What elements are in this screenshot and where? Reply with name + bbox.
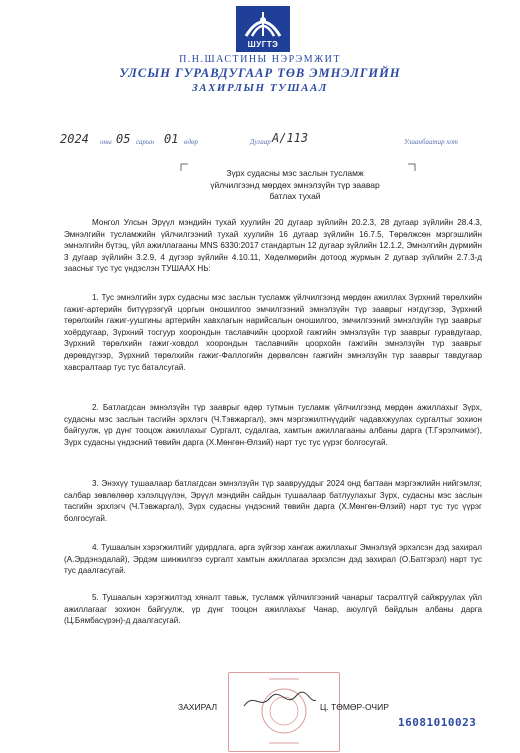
hospital-name: УЛСЫН ГУРАВДУГААР ТӨВ ЭМНЭЛГИЙН [119,66,401,80]
order-item-4: 4. Тушаалын хэрэгжилтийг удирдлага, арга зүйгээр хангаж ажиллахыг Эмнэлзүй эрхэлсэн дэд захирал (А.Эрдэнэдалай), Эрдэм шинжилгээ сургалт хамтын ажиллагаа эрхэлсэн дэд захирал (О.Батгэрэл) нарт тус тус даалгасугай. [64,543,482,576]
order-number: А/113 [272,131,309,145]
signatory-name: Ц. ТӨМӨР-ОЧИР [320,702,389,712]
order-item-3: 3. Энэхүү тушаалаар батлагдсан эмнэлзүйн түр зааврууддыг 2024 онд багтаан мэргэжлийн нийгэмлэг, салбар зөвлөлөөр хэлэлцүүлэн, Эрүүл мэндийн сайдын тушаалаар батлуулахыг Зүрх, судасны мэс заслын тасгийн эрхлэгч (Ч.Тэвжаргал), Зүрх судасны үндэсний төвийн дарга (Х.Мөнгөн-Өлзий) нарт тус тус үүрэг болгосугай. [64,479,482,523]
subject-line: үйлчилгээнд мөрдөх эмнэлзүйн түр заавар [210,179,380,190]
date-month-suffix: сарын [136,138,155,146]
subject-line: батлах тухай [269,191,321,201]
order-item-5: 5. Тушаалын хэрэгжилтэд хяналт тавьж, тусламж үйлчилгээний чанарыг тасралтгүй сайжруулах үйл ажиллагааг зохион байгуулж, үр дүнг тооцон ажиллахыг Чанар, аюулгүй байдлын албаны дарга (Ц.Бямбасүрэн)-д даалгасугай. [64,593,482,626]
date-year: 2024 [60,132,89,146]
preamble: Монгол Улсын Эрүүл мэндийн тухай хуулийн 20 дугаар зүйлийн 20.2.3, 28 дугаар зүйлийн 28.4.3, Эмнэлгийн тусламжийн үйлчилгээний тухай хуулийн 16 дугаар зүйлийн 16.7.5, Төрөлжсөн мэргэшлийн эмнэлгийн бүтэц, үйл ажиллагааны MNS 6330:2017 стандартын 12 дугаар зүйлийн 12.1.2, Эмнэлгийн дүрмийн 3 дугаар зүйлийн 3.2.9, 4 дүгээр зүйлийн 4.10.11, Хөдөлмөрийн дотоод журмын 2 дугаар зүйлийн 2.7.3-д заасныг тус тус үндэслэн ТУШААХ НЬ: [64,218,482,274]
stamp-emblem-icon [229,673,339,751]
logo-text: ШУГТЭ [247,40,279,49]
date-day: 01 [164,132,179,146]
handwritten-signature [240,690,320,712]
number-label: Дугаар [250,138,271,146]
city: Улаанбаатар хот [404,138,458,146]
order-item-1: 1. Тус эмнэлгийн зүрх судасны мэс заслын тусламж үйлчилгээнд мөрдөн ажиллах Зүрхний төрөлхийн гажиг-артерийн битүүрээгүй цоргын оношилгоо эмчилгээний эмнэлзүйн түр зааврыг нэгдүгээр, Зүрхний төрөлхийн гажиг-уушгины артерийн хавхлагын нарийсалын оношилгоо, эмчилгээний эмнэлзүйн түр зааврыг хоёрдугаар, Зүрхний тосгуур хоорондын таславчийн цоорхой гажгийн эмнэлзүйн түр зааврыг гуравдугаар, Зүрхний төрөлхийн гажиг-ховдол хоорондын таславчийн цоорхойн гажгийн эмнэлзүйн түр зааврыг дөрөвдүгээр, Зүрхний төрөлхийн гажиг-Фаллогийн дөрвөлсөн гажгийн эмнэлзүйн түр зааврыг тавдугаар хавсралтаар тус тус баталсугай. [64,293,482,372]
date-year-suffix: оны [100,138,112,146]
order-item-2: 2. Батлагдсан эмнэлзүйн түр зааврыг өдөр тутмын тусламж үйлчилгээнд мөрдөн ажиллахыг Зүрх, судасны мэс заслын тасгийн эрхлэгч (Ч.Тэвжаргал), эмч мэргэжилтнүүдийг чадавхжуулах сургалтыг зохион байгуулж, үр дүнг тооцож ажиллахыг Сургалт, судалгаа, хамтын ажиллагааны албаны дарга (Т.Гэрэлчимэг), Зүрх судасны үндэсний төвийн дарга (Х.Мөнгөн-Өлзий) нарт тус тус үүрэг болгосугай. [64,403,482,447]
date-day-suffix: өдөр [184,138,199,146]
subject [180,168,410,203]
signatory-title: ЗАХИРАЛ [178,702,218,712]
official-stamp [228,672,340,752]
hospital-logo [236,6,290,52]
org-name: П.Н.ШАСТИНЫ НЭРЭМЖИТ [179,54,341,65]
date-month: 05 [116,132,131,146]
document-type: ЗАХИРЛЫН ТУШААЛ [192,82,328,94]
serial-number: 16081010023 [398,716,477,729]
subject-line: Зүрх судасны мэс заслын тусламж [226,168,364,178]
